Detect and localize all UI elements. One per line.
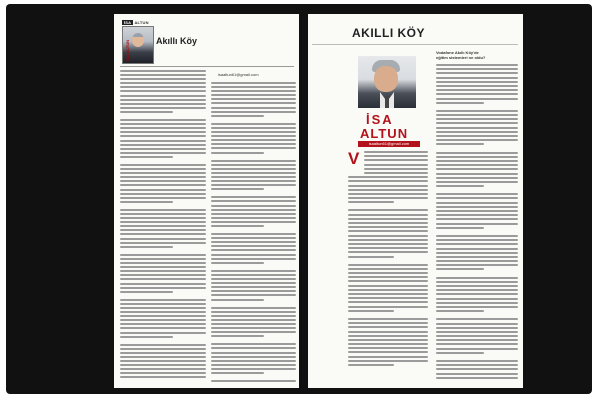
right-newspaper-page [308,14,523,388]
text-line [348,201,394,203]
text-line [120,119,206,121]
text-line [436,64,518,66]
text-line [211,368,297,370]
text-line [120,99,206,101]
text-line [120,229,206,231]
text-line [436,214,518,216]
text-line [436,281,518,283]
text-line [436,122,518,124]
text-line [348,272,428,274]
text-line [436,156,518,158]
text-line [348,193,428,195]
text-line [120,123,206,125]
text-line [348,239,428,241]
text-line [120,368,206,370]
text-line [348,264,428,266]
text-line [120,107,206,109]
text-line [211,168,297,170]
text-line [120,352,206,354]
article-column-1 [120,70,206,382]
text-line [436,264,518,266]
text-line [348,189,428,191]
text-line [436,339,518,341]
text-line [348,230,428,232]
text-line [436,377,518,379]
text-line [120,336,173,338]
text-line [436,98,518,100]
text-line [211,343,297,345]
text-line [436,93,518,95]
title-rule [312,44,518,45]
text-line [436,118,518,120]
text-line [211,111,297,113]
text-line [120,311,206,313]
text-line [120,156,173,158]
text-line [120,78,206,80]
article-column-2 [436,64,518,381]
text-line [348,285,428,287]
text-line [211,135,297,137]
text-line [211,331,297,333]
text-line [436,102,484,104]
text-line [348,276,428,278]
text-line [436,197,518,199]
text-line [436,352,484,354]
text-line [120,201,173,203]
text-line [211,364,297,366]
text-line [211,315,297,317]
text-line [120,193,206,195]
text-line [211,123,297,125]
text-line [211,196,297,198]
text-line [120,307,206,309]
text-line [436,327,518,329]
article-subheading: Vodafone Akıllı Köy'de eğitim sistemleri ne oldu? [436,50,486,60]
text-line [348,256,394,258]
text-line [436,160,518,162]
text-line [120,74,206,76]
text-line [120,283,206,285]
text-line [436,210,518,212]
article-body [120,70,296,382]
text-line [211,270,297,272]
text-line [348,306,428,308]
text-line [364,159,428,161]
author-tag-name: ALTUN [134,20,149,25]
author-face [132,33,144,47]
text-line [211,205,297,207]
text-line [436,310,484,312]
text-line [120,233,206,235]
text-line [436,206,518,208]
text-line [348,176,428,178]
text-line [348,360,428,362]
author-tie [385,96,389,108]
text-line [120,217,206,219]
text-line [436,81,518,83]
text-line [436,239,518,241]
text-line [436,268,484,270]
paragraph-gap [211,303,297,307]
left-newspaper-page [114,14,299,388]
text-line [348,335,428,337]
text-line [211,278,297,280]
text-line [120,180,206,182]
text-line [120,213,206,215]
text-line [436,139,518,141]
text-line [120,168,206,170]
text-line [436,293,518,295]
text-line [436,193,518,195]
text-line [211,233,297,235]
column-header [120,18,294,67]
text-line [120,258,206,260]
text-line [120,140,206,142]
text-line [436,368,518,370]
text-line [120,144,206,146]
text-line [120,135,206,137]
author-photo [358,56,416,108]
text-line [120,152,206,154]
text-line [120,209,206,211]
text-line [211,249,297,251]
text-line [436,277,518,279]
text-line [348,322,428,324]
text-line [348,268,428,270]
text-line [348,180,428,182]
text-line [348,351,428,353]
text-line [211,356,297,358]
article-column-1 [348,151,428,368]
text-line [436,223,518,225]
text-line [436,202,518,204]
text-line [348,243,428,245]
text-line [211,307,297,309]
text-line [211,217,297,219]
text-line [436,248,518,250]
text-line [348,289,428,291]
text-line [120,287,206,289]
text-line [436,256,518,258]
text-line [348,347,428,349]
text-line [436,173,518,175]
text-line [348,297,428,299]
text-line [211,172,297,174]
text-line [348,197,428,199]
text-line [120,278,206,280]
text-line [364,151,428,153]
text-line [348,326,428,328]
text-line [364,164,428,166]
author-tag [122,20,149,25]
author-email-banner: isaaltun61@gmail.com [358,141,420,147]
text-line [211,372,264,374]
text-line [120,184,206,186]
text-line [120,127,206,129]
text-line [120,246,173,248]
text-line [436,302,518,304]
text-line [436,306,518,308]
text-line [348,185,428,187]
text-line [120,242,206,244]
text-line [436,348,518,350]
text-line [211,139,297,141]
author-email: isaaltun61@gmail.com [218,72,259,77]
column-title: Akıllı Köy [156,36,198,46]
text-line [120,189,206,191]
text-line [120,303,206,305]
text-line [348,218,428,220]
text-line [436,285,518,287]
text-line [211,98,297,100]
text-line [436,131,518,133]
text-line [211,209,297,211]
text-line [436,323,518,325]
text-line [211,241,297,243]
text-line [436,260,518,262]
text-line [120,164,206,166]
text-line [436,177,518,179]
text-line [211,237,297,239]
author-last-name: ALTUN [360,126,409,141]
text-line [120,291,173,293]
text-line [436,289,518,291]
text-line [211,131,297,133]
text-line [348,235,428,237]
text-line [211,107,297,109]
text-line [120,148,206,150]
text-line [436,127,518,129]
text-line [120,327,206,329]
text-line [120,111,173,113]
text-line [436,373,518,375]
text-line [211,213,297,215]
text-line [436,318,518,320]
text-line [348,331,428,333]
text-line [120,344,206,346]
text-line [120,131,206,133]
text-line [436,298,518,300]
text-line [348,214,428,216]
text-line [120,319,206,321]
text-line [436,227,484,229]
text-line [211,164,297,166]
text-line [120,360,206,362]
text-line [436,252,518,254]
text-line [120,172,206,174]
text-line [211,360,297,362]
text-line [211,327,297,329]
text-line [436,360,518,362]
text-line [211,90,297,92]
text-line [120,95,206,97]
text-line [120,299,206,301]
text-line [211,274,297,276]
text-line [436,114,518,116]
author-first-name: İSA [366,112,394,127]
text-line [211,160,297,162]
text-line [120,86,206,88]
text-line [436,181,518,183]
text-line [348,222,428,224]
text-line [436,68,518,70]
text-line [348,364,394,366]
text-line [436,364,518,366]
text-line [211,180,297,182]
text-line [436,89,518,91]
text-line [436,85,518,87]
text-line [120,70,206,72]
author-photo-caption: İSA ALTUN [125,40,130,61]
article-column-2 [211,70,297,382]
text-line [211,221,297,223]
text-line [211,225,264,227]
text-line [211,102,297,104]
text-line [436,335,518,337]
text-line [120,262,206,264]
text-line [436,143,484,145]
text-line [436,110,518,112]
text-line [348,226,428,228]
text-line [436,185,484,187]
text-line [211,323,297,325]
text-line [348,356,428,358]
text-line [120,221,206,223]
text-line [348,310,394,312]
text-line [436,77,518,79]
text-line [211,184,297,186]
text-line [120,356,206,358]
text-line [436,331,518,333]
text-line [348,247,428,249]
text-line [211,380,297,382]
text-line [120,270,206,272]
text-line [211,152,264,154]
text-line [211,115,264,117]
text-line [120,90,206,92]
text-line [436,343,518,345]
text-line [364,155,428,157]
text-line [436,152,518,154]
text-line [120,364,206,366]
text-line [211,299,264,301]
text-line [120,348,206,350]
text-line [348,209,428,211]
text-line [436,168,518,170]
text-line [211,294,297,296]
text-line [436,235,518,237]
text-line [348,339,428,341]
text-line [211,282,297,284]
text-line [211,200,297,202]
text-line [436,218,518,220]
text-line [211,258,297,260]
text-line [211,335,264,337]
text-line [120,332,206,334]
text-line [120,197,206,199]
dropcap-letter: V [348,149,360,168]
text-line [364,168,428,170]
text-line [348,280,428,282]
text-line [211,94,297,96]
text-line [120,274,206,276]
text-line [211,286,297,288]
text-line [211,176,297,178]
text-line [120,238,206,240]
paragraph-gap [211,156,297,160]
text-line [211,254,297,256]
text-line [120,315,206,317]
text-line [120,372,206,374]
text-line [211,127,297,129]
text-line [211,319,297,321]
text-line [211,311,297,313]
text-line [211,245,297,247]
text-line [120,82,206,84]
text-line [120,103,206,105]
text-line [211,290,297,292]
text-line [436,164,518,166]
text-line [211,86,297,88]
paragraph-gap [436,148,518,152]
text-line [120,266,206,268]
text-line [348,318,428,320]
text-line [348,343,428,345]
text-line [364,172,428,174]
text-line [211,147,297,149]
text-line [348,251,428,253]
text-line [120,376,206,378]
text-line [211,82,297,84]
text-line [436,72,518,74]
text-line [120,254,206,256]
text-line [348,293,428,295]
author-face [374,66,398,92]
author-tag-brand: İSA [124,20,132,25]
text-line [211,262,264,264]
text-line [436,135,518,137]
text-line [436,243,518,245]
text-line [211,188,264,190]
text-line [348,301,428,303]
text-line [120,176,206,178]
text-line [120,225,206,227]
text-line [211,352,297,354]
text-line [211,347,297,349]
text-line [211,143,297,145]
column-title: AKILLI KÖY [352,26,425,40]
text-line [120,323,206,325]
